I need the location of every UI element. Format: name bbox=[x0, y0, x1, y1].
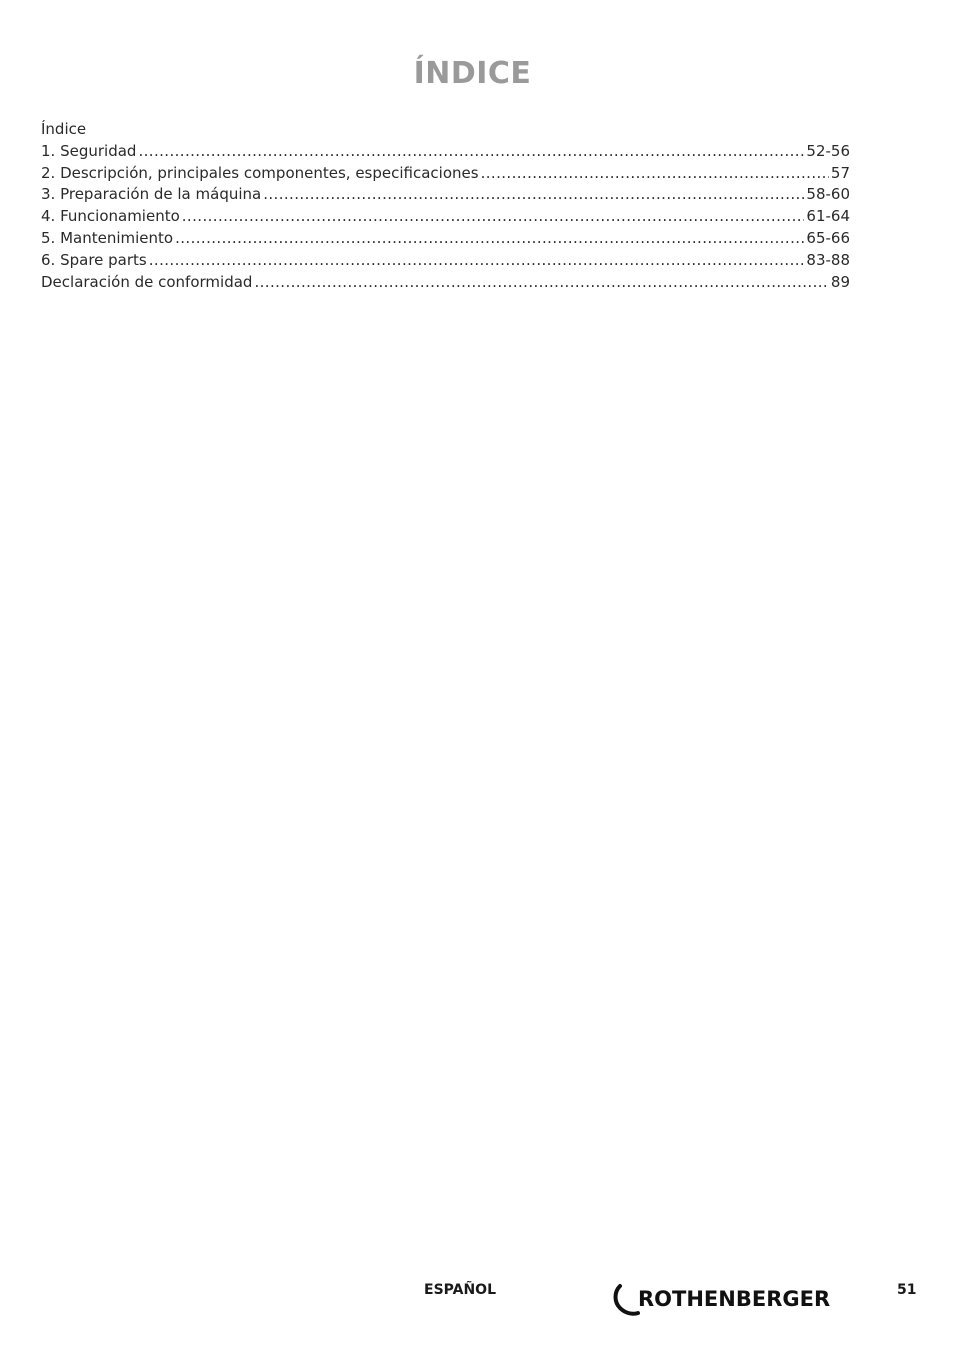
toc-entry-pages: 83-88 bbox=[806, 250, 850, 269]
toc-entry-pages: 58-60 bbox=[806, 185, 850, 204]
toc-dot-leader bbox=[254, 272, 828, 294]
rothenberger-logo-icon bbox=[612, 1280, 856, 1318]
toc-heading: Índice bbox=[41, 120, 87, 138]
page-number: 51 bbox=[897, 1282, 917, 1298]
toc-dot-leader bbox=[138, 141, 804, 163]
toc-dot-leader bbox=[263, 184, 804, 206]
toc-entry-pages: 57 bbox=[830, 163, 850, 182]
toc-entry-descripcion[interactable] bbox=[41, 163, 850, 185]
brand-logo bbox=[612, 1280, 856, 1318]
toc-entry-label: 2. Descripción, principales componentes, especificaciones bbox=[41, 163, 479, 182]
toc-entry-pages: 65-66 bbox=[806, 228, 850, 247]
footer-language: ESPAÑOL bbox=[424, 1282, 496, 1298]
brand-name: ROTHENBERGER bbox=[638, 1287, 831, 1311]
toc-entry-label: 3. Preparación de la máquina bbox=[41, 185, 262, 204]
toc-entry-label: Declaración de conformidad bbox=[41, 272, 253, 291]
toc-entry-label: 5. Mantenimiento bbox=[41, 228, 174, 247]
toc-entry-preparacion[interactable] bbox=[41, 184, 850, 206]
toc-dot-leader bbox=[481, 163, 829, 185]
toc-entry-declaracion[interactable] bbox=[41, 272, 850, 294]
toc-entry-label: 4. Funcionamiento bbox=[41, 207, 180, 226]
page-title: ÍNDICE bbox=[413, 56, 532, 91]
toc-entry-pages: 61-64 bbox=[806, 207, 850, 226]
toc-entry-spare-parts[interactable] bbox=[41, 250, 850, 272]
toc-entry-label: 1. Seguridad bbox=[41, 141, 137, 160]
table-of-contents bbox=[41, 119, 850, 293]
toc-entry-label: 6. Spare parts bbox=[41, 250, 147, 269]
toc-entry-funcionamiento[interactable] bbox=[41, 206, 850, 228]
toc-entry-seguridad[interactable] bbox=[41, 141, 850, 163]
toc-entry-pages: 89 bbox=[830, 272, 850, 291]
toc-dot-leader bbox=[182, 206, 805, 228]
toc-dot-leader bbox=[175, 228, 804, 250]
toc-entry-pages: 52-56 bbox=[806, 141, 850, 160]
toc-entry-mantenimiento[interactable] bbox=[41, 228, 850, 250]
toc-dot-leader bbox=[149, 250, 805, 272]
